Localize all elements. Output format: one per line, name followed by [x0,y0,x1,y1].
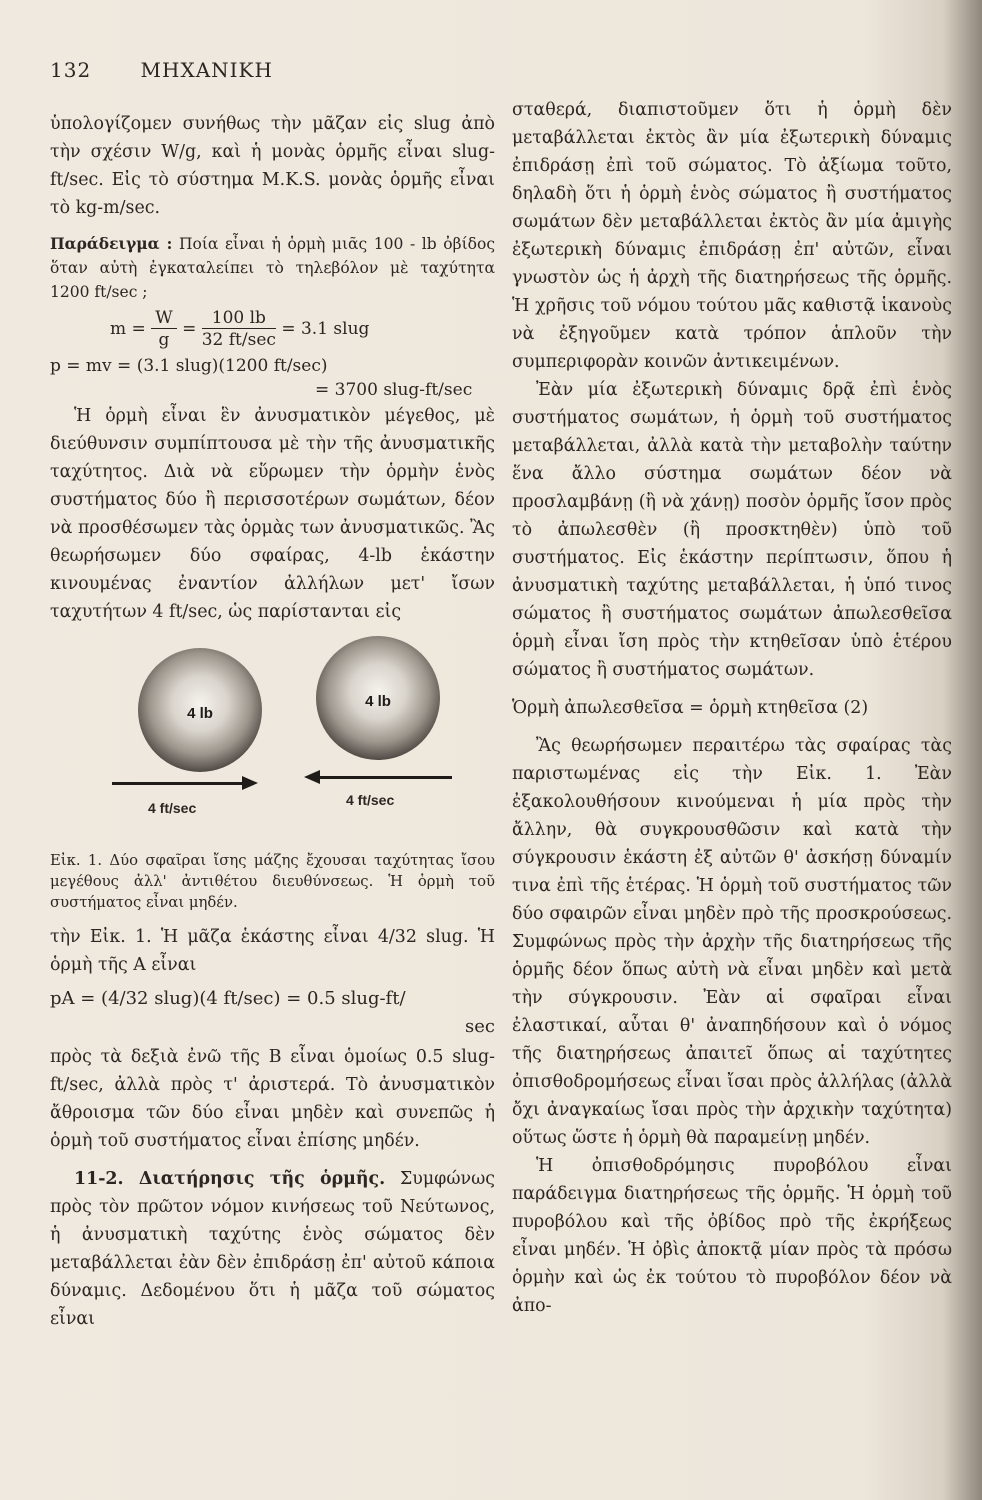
running-title: ΜΗΧΑΝΙΚΗ [140,58,273,82]
formula-result-mass: = 3.1 slug [281,319,370,339]
sphere-b-label: 4 lb [365,693,391,710]
paragraph: Ἡ ὁρμὴ εἶναι ἓν ἀνυσματικὸν μέγεθος, μὲ διεύθυνσιν συμπίπτουσα μὲ τὴν τῆς ἀνυσματικῆς ταχύτητος. Διὰ νὰ εὕρωμεν τὴν ὁρμὴν ἑνὸς συστήματος δύο ἢ περισσοτέρων σωμάτων, δέον νὰ προσθέσωμεν τὰς ὁρμὰς των ἀνυσματικῶς. Ἂς θεωρήσωμεν δύο σφαίρας, 4-lb ἑκάστην κινουμένας ἐναντίον ἀλλήλων μετ' ἴσων ταχυτήτων 4 ft/sec, ὡς παρίστανται εἰς [50,406,495,622]
left-column [50,110,495,1333]
fraction-lb-ft [202,308,276,351]
equation-pa [50,979,495,1043]
velocity-label-b: 4 ft/sec [346,792,395,808]
sphere-a [138,648,262,772]
momentum-equation: p = mv = (3.1 slug)(1200 ft/sec) [50,356,328,376]
equation-conservation: Ὁρμὴ ἀπωλεσθεῖσα = ὁρμὴ κτηθεῖσα (2) [512,698,869,718]
paragraph: τὴν Εἰκ. 1. Ἡ μᾶζα ἑκάστης εἶναι 4/32 slug. Ἡ ὁρμὴ τῆς A εἶναι [50,927,495,975]
equation-pa-text: pA = (4/32 slug)(4 ft/sec) = 0.5 slug-ft/ [50,988,406,1009]
formula-w: W [151,308,176,329]
arrow-right-line [112,782,244,785]
figure-two-spheres [50,634,495,846]
figure-caption: Εἰκ. 1. Δύο σφαῖραι ἴσης μάζης ἔχουσαι ταχύτητας ἴσου μεγέθους ἀλλ' ἀντιθέτου διευθύνσεως. Ἡ ὁρμὴ τοῦ συστήματος εἶναι μηδέν. [50,852,495,911]
equation-pa-unit: sec [465,1016,495,1037]
formula-block [50,304,495,402]
section-text: Συμφώνως πρὸς τὸν πρῶτον νόμον κινήσεως τοῦ Νεύτωνος, ἡ ἀνυσματικὴ ταχύτης ἑνὸς σώματος δὲν μεταβάλλεται ἐὰν δὲν ἐπιδράσῃ ἐπ' αὐτοῦ κάποια δύναμις. Δεδομένου ὅτι ἡ μᾶζα τοῦ σώματος εἶναι [50,1169,495,1329]
paragraph: Ἐὰν μία ἐξωτερικὴ δύναμις δρᾷ ἐπὶ ἑνὸς συστήματος σωμάτων, ἡ ὁρμὴ τοῦ συστήματος μεταβάλλεται, ἀλλὰ κατὰ τὴν μεταβολὴν ταύτην ἕνα ἄλλο σύστημα σωμάτων δέον νὰ προσλαμβάνῃ (ἢ νὰ χάνῃ) ποσὸν ὁρμῆς ἴσον πρὸς τὸ ἀπωλεσθὲν (ἢ προσκτηθὲν) ὑπὸ τοῦ συστήματος. Εἰς ἑκάστην περίπτωσιν, ὅπου ἡ ἀνυσματικὴ ταχύτης μεταβάλλεται, ἡ ὑπό τινος σώματος ἢ συστήματος σωμάτων ἀπωλεσθεῖσα ὁρμὴ εἶναι ἴση πρὸς τὴν κτηθεῖσαν ὑπὸ ἑτέρου σώματος ἢ συστήματος σωμάτων. [512,380,952,680]
momentum-result: = 3700 slug-ft/sec [315,380,473,400]
paragraph: ὑπολογίζομεν συνήθως τὴν μᾶζαν εἰς slug ἀπὸ τὴν σχέσιν W/g, καὶ ἡ μονὰς ὁρμῆς εἶναι slug-ft/sec. Εἰς τὸ σύστημα M.K.S. μονὰς ὁρμῆς εἶναι τὸ kg-m/sec. [50,114,495,218]
formula-num: 100 lb [202,308,276,329]
section-heading: 11-2. Διατήρησις τῆς ὁρμῆς. [74,1169,386,1189]
right-column [512,96,952,1320]
paragraph: Ἡ ὀπισθοδρόμησις πυροβόλου εἶναι παράδειγμα διατηρήσεως τῆς ὁρμῆς. Ἡ ὁρμὴ τοῦ πυροβόλου καὶ τῆς ὀβίδος πρὸ τῆς ἐκρήξεως εἶναι μηδέν. Ἡ ὀβὶς ἀποκτᾷ μίαν πρὸς τὰ πρόσω ὁρμὴν καὶ ὡς ἐκ τούτου τὸ πυροβόλον δέον νὰ ἀπο- [512,1156,952,1316]
fraction-w-g [151,308,176,351]
velocity-label-a: 4 ft/sec [148,800,197,816]
mass-equation [110,308,369,351]
arrow-right-icon [242,776,258,790]
formula-m-lhs: m = [110,319,146,339]
arrow-left-line [318,776,452,779]
sphere-b [316,636,440,760]
section-paragraph [50,1165,495,1333]
paragraph: Ἂς θεωρήσωμεν περαιτέρω τὰς σφαίρας τὰς παριστωμένας εἰς τὴν Εἰκ. 1. Ἐὰν ἐξακολουθήσουν κινούμεναι ἡ μία πρὸς τὴν ἄλλην, θὰ συγκρουσθῶσιν καὶ κατὰ τὴν σύγκρουσιν ἑκάστη ἐξ αὐτῶν θ' ἀσκήσῃ δύναμίν τινα ἐπὶ τῆς ἑτέρας. Ἡ ὁρμὴ τοῦ συστήματος τῶν δύο σφαιρῶν εἶναι μηδὲν πρὸ τῆς προσκρούσεως. Συμφώνως πρὸς τὴν ἀρχὴν τῆς διατηρήσεως τῆς ὁρμῆς δέον ὅπως αὐτὴ νὰ εἶναι μηδὲν καὶ μετὰ τὴν σύγκρουσιν. Ἐὰν αἱ σφαῖραι εἶναι ἐλαστικαί, αὗται θ' ἀναπηδήσουν καὶ ὁ νόμος τῆς διατηρήσεως ἀπαιτεῖ ὅπως αἱ ταχύτητες ὀπισθοδρομήσεως εἶναι ἴσαι πρὸς ἀλλήλας (ἀλλὰ ὄχι ἀναγκαίως ἴσαι πρὸς τὴν ἀρχικὴν ταχύτητα) οὕτως ὥστε ἡ ὁρμὴ θὰ παραμείνῃ μηδέν. [512,736,952,1148]
paragraph: πρὸς τὰ δεξιὰ ἐνῶ τῆς B εἶναι ὁμοίως 0.5 slug-ft/sec, ἀλλὰ πρὸς τ' ἀριστερά. Τὸ ἀνυσματικὸν ἄθροισμα τῶν δύο εἶναι μηδὲν καὶ συνεπῶς ἡ ὁρμὴ τοῦ συστήματος εἶναι ἐπίσης μηδέν. [50,1047,495,1151]
paragraph: σταθερά, διαπιστοῦμεν ὅτι ἡ ὁρμὴ δὲν μεταβάλλεται ἐκτὸς ἂν μία ἐξωτερικὴ δύναμις ἐπιδράσῃ ἐπὶ τοῦ σώματος. Τὸ ἀξίωμα τοῦτο, δηλαδὴ ὅτι ἡ ὁρμὴ ἑνὸς σώματος ἢ συστήματος σωμάτων δὲν μεταβάλλεται ἐκτὸς ἂν μία ἀμιγὴς ἐξωτερικὴ δύναμις ἐπιδράσῃ ἐπ' αὐτῶν, εἶναι γνωστὸν ὡς ἡ ἀρχὴ τῆς διατηρήσεως τῆς ὁρμῆς. Ἡ χρῆσις τοῦ νόμου τούτου μᾶς καθιστᾷ ἱκανοὺς νὰ ἐξηγοῦμεν κατὰ τρόπον ἁπλοῦν τὴν συμπεριφορὰν κοινῶν ἀντικειμένων. [512,100,952,372]
example [50,232,495,304]
formula-den: 32 ft/sec [201,330,276,350]
formula-g: g [158,330,170,350]
sphere-a-label: 4 lb [187,705,213,722]
page-header [50,58,273,82]
example-text: Ποία εἶναι ἡ ὁρμὴ μιᾶς 100 - lb ὀβίδος ὅταν αὐτὴ ἐγκαταλείπει τὸ τηλεβόλον μὲ ταχύτητα 1200 ft/sec ; [50,235,495,301]
page-number: 132 [50,58,92,82]
example-label: Παράδειγμα : [50,234,173,253]
formula-equals: = [182,319,197,339]
